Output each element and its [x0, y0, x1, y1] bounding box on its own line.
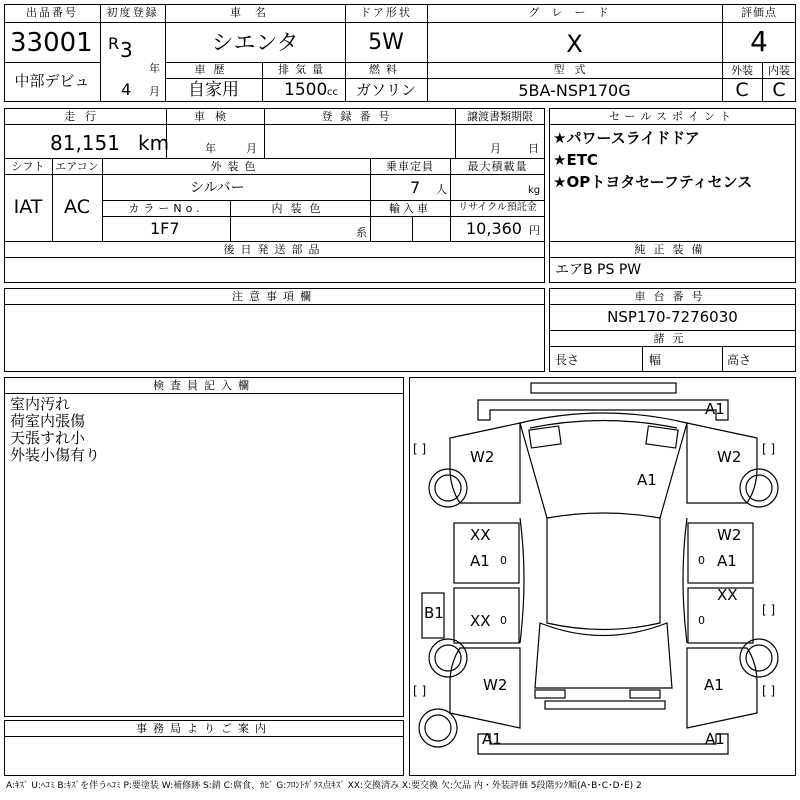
- mark-top-right: A1: [705, 400, 725, 418]
- door: 5W: [368, 30, 404, 55]
- mark-roof: A1: [637, 471, 657, 489]
- sales-label: セールスポイント: [608, 110, 736, 123]
- inspection-label: 車検: [194, 110, 236, 123]
- model-label: 型式: [553, 63, 596, 76]
- int-color-unit: 系: [356, 226, 367, 239]
- chassis-label: 車台番号: [634, 290, 711, 303]
- sales-point-3: ★OPトヨタセーフティセンス: [553, 173, 753, 191]
- inspector-line-1: 室内汚れ: [10, 395, 71, 413]
- displacement-unit: cc: [327, 87, 338, 98]
- ext-score: C: [735, 79, 749, 101]
- venue: 中部デビュ: [14, 72, 90, 90]
- specs-block: [4, 108, 545, 242]
- mark-left-rear-door: XX: [470, 612, 491, 630]
- import-label: 輸入車: [389, 202, 431, 215]
- capacity-unit: 人: [436, 183, 447, 196]
- displacement: 1500: [284, 80, 328, 100]
- door-label: ドア形状: [360, 6, 412, 19]
- displacement-label: 排気量: [278, 63, 329, 76]
- inspector-line-3: 天張すれ小: [10, 429, 86, 447]
- year: 3: [120, 38, 133, 62]
- bracket-5: [ ]: [762, 603, 776, 617]
- zero-left-1: 0: [500, 554, 507, 567]
- length-label: 長さ: [555, 353, 580, 367]
- mark-bottom-left: A1: [482, 730, 502, 748]
- zero-right-2: 0: [698, 614, 705, 627]
- capacity-label: 乗車定員: [386, 160, 434, 173]
- score-label: 評価点: [741, 6, 777, 19]
- bracket-4: [ ]: [762, 684, 776, 698]
- inspector-line-4: 外装小傷有り: [10, 446, 101, 464]
- ac: AC: [64, 196, 90, 218]
- shift-label: シフト: [11, 160, 45, 173]
- load-unit: kg: [528, 185, 541, 196]
- grade: X: [566, 30, 583, 58]
- int-color-label: 内装色: [271, 202, 329, 215]
- width-label: 幅: [649, 353, 662, 367]
- color-label: 外装色: [210, 160, 262, 173]
- mark-right-front-door-2: A1: [717, 552, 737, 570]
- mark-left-sill: B1: [424, 604, 444, 622]
- mark-right-front-door-1: W2: [717, 526, 742, 544]
- era: R: [108, 34, 120, 53]
- model: 5BA-NSP170G: [518, 81, 631, 100]
- zero-right-1: 0: [698, 554, 705, 567]
- bracket-2: [ ]: [762, 442, 776, 456]
- history: 自家用: [188, 80, 239, 100]
- chassis-number: NSP170-7276030: [607, 308, 738, 326]
- car-name-label: 車名: [230, 6, 280, 19]
- grade-label: グレード: [528, 6, 621, 19]
- car-name: シエンタ: [211, 31, 299, 56]
- lot-number: 33001: [10, 28, 93, 58]
- ext-label: 外装: [731, 64, 753, 77]
- int-score: C: [772, 79, 786, 101]
- insp-month-unit: 月: [246, 142, 257, 155]
- score: 4: [750, 25, 768, 58]
- recycle: 10,360: [466, 219, 522, 238]
- first-reg-label: 初度登録: [106, 6, 159, 19]
- mileage-unit: km: [138, 131, 170, 155]
- recycle-label: リサイクル預託金: [458, 202, 537, 213]
- zero-left-2: 0: [500, 614, 507, 627]
- bracket-1: [ ]: [413, 442, 427, 456]
- mark-front-right-fender: W2: [717, 448, 742, 466]
- legend: A:ｷｽﾞ U:ﾍｺﾐ B:ｷｽﾞを伴うﾍｺﾐ P:要塗装 W:補修跡 S:錆 C:腐食、ｶﾋﾞ G:ﾌﾛﾝﾄｶﾞﾗｽ点ｷｽﾞ XX:交換済み X:要交換 欠:欠品 内・外装評価 5段階ﾗﾝｸ順(A･B･C･D･E) 2: [6, 781, 642, 791]
- sales-point-1: ★パワースライドドア: [553, 129, 700, 147]
- month-unit: 月: [149, 85, 160, 98]
- capacity: 7: [410, 178, 421, 197]
- mark-left-front-door-2: A1: [470, 552, 490, 570]
- mark-rear-left-fender: W2: [483, 676, 508, 694]
- transfer-label: 譲渡書類期限: [467, 110, 533, 123]
- ac-label: エアコン: [55, 160, 99, 173]
- car-outline: [410, 378, 797, 777]
- year-unit: 年: [149, 62, 160, 75]
- fuel: ガソリン: [355, 81, 416, 99]
- later-parts-label: 後日発送部品: [223, 243, 326, 256]
- lot-label: 出品番号: [26, 6, 78, 19]
- shift: IAT: [13, 196, 43, 218]
- equipment-label: 純正装備: [634, 243, 711, 256]
- reg-label: 登録番号: [321, 110, 398, 123]
- equipment-value: エアB PS PW: [555, 262, 642, 278]
- sales-point-2: ★ETC: [553, 151, 598, 169]
- history-label: 車歴: [194, 63, 233, 76]
- color-no-label: カラーNo.: [128, 202, 204, 215]
- transfer-month-unit: 月: [490, 142, 501, 155]
- color: シルバー: [190, 180, 245, 196]
- int-label: 内装: [768, 64, 790, 77]
- mark-front-left-fender: W2: [470, 448, 495, 466]
- notes-label: 注意事項欄: [232, 290, 317, 303]
- mark-left-front-door-1: XX: [470, 526, 491, 544]
- recycle-unit: 円: [529, 224, 540, 237]
- fuel-label: 燃料: [369, 63, 403, 76]
- bracket-3: [ ]: [413, 684, 427, 698]
- transfer-day-unit: 日: [528, 142, 539, 155]
- mark-rear-right-fender: A1: [704, 676, 724, 694]
- inspector-line-2: 荷室内張傷: [10, 412, 86, 430]
- mark-right-rear-door: XX: [717, 586, 738, 604]
- inspector-label: 検査員記入欄: [153, 379, 255, 392]
- month: 4: [121, 80, 132, 99]
- dims-label: 諸元: [653, 332, 692, 345]
- load-label: 最大積載量: [467, 160, 528, 173]
- damage-diagram: [409, 377, 796, 776]
- height-label: 高さ: [727, 353, 752, 367]
- mileage: 81,151: [50, 131, 120, 155]
- color-no: 1F7: [150, 219, 180, 238]
- mark-bottom-right: A1: [705, 730, 725, 748]
- insp-year-unit: 年: [205, 142, 216, 155]
- office-label: 事務局よりご案内: [136, 722, 272, 735]
- mileage-label: 走行: [64, 110, 106, 123]
